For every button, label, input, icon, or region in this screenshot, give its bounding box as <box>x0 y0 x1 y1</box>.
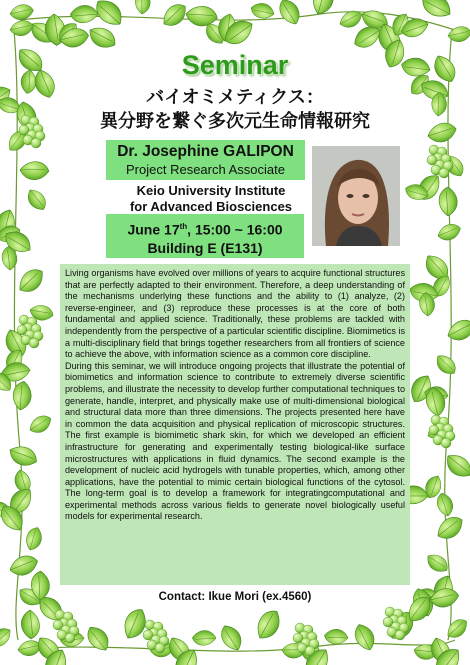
speaker-portrait-photo <box>312 146 400 246</box>
date-suffix: th <box>179 222 188 231</box>
portrait-illustration <box>312 146 400 246</box>
venue: Building E (E131) <box>147 239 263 256</box>
date-place-box <box>106 214 304 258</box>
japanese-title-line-2: 異分野を繋ぐ多次元生命情報研究 <box>100 111 370 132</box>
speaker-role: Project Research Associate <box>126 162 285 177</box>
institution-line-1: Keio University Institute <box>136 183 286 198</box>
institution-line-2: for Advanced Biosciences <box>129 199 293 214</box>
speaker-name: Dr. Josephine GALIPON <box>117 143 294 160</box>
seminar-title: Seminar <box>181 50 289 80</box>
date-month: June 17 <box>127 221 180 238</box>
abstract-text-box <box>60 264 410 585</box>
speaker-box <box>106 140 305 180</box>
japanese-title-line-1: バイオミメティクス： <box>146 87 324 108</box>
date-time <box>106 218 304 239</box>
time-range: , 15:00 ~ 16:00 <box>187 221 283 238</box>
contact-info: Contact: Ikue Mori (ex.4560) <box>158 591 312 603</box>
abstract-paragraph-2: During this seminar, we will introduce ongoing projects that illustrate the potential of biomimetics and information science to contribute to extremely diverse scientific problems, and illustrate the necessity to develop further computational techniques to generate, handle, interpret, and physically make use of multi-dimensional biological and structural data more than three dimensions. The projects presented here have in common the data acquisition and physical replication of microscopic structures. The first example is biomimetic shark skin, for which we developed an efficient infrastructure for generating and experimentally testing biological-like surface microstructures with applications in fluid dynamics. The second example is the development of nucleic acid hydrogels with tunable properties, which, among other applications, have the potential to mimic certain biological functions of the cytosol. The long-term goal is to develop a framework for integratingcomputational and experimental methods across various fields to generate novel biologically useful models for experimental research. <box>65 360 405 522</box>
abstract-paragraph-1: Living organisms have evolved over millions of years to acquire functional structures that are perfectly adapted to their environment. Therefore, a deep understanding of the mechanisms underlying these functions and the ability to (1) analyze, (2) reverse-engineer, and (3) reproduce these processes is at the core of both fundamental and applied science. Traditionally, these problems are tackled with independently from the perspective of a particular scientific discipline. Biomimetics is a multi-disciplinary field that brings together researchers from all frontiers of science to achieve the above, with information science as a common core discipline. <box>65 268 405 360</box>
